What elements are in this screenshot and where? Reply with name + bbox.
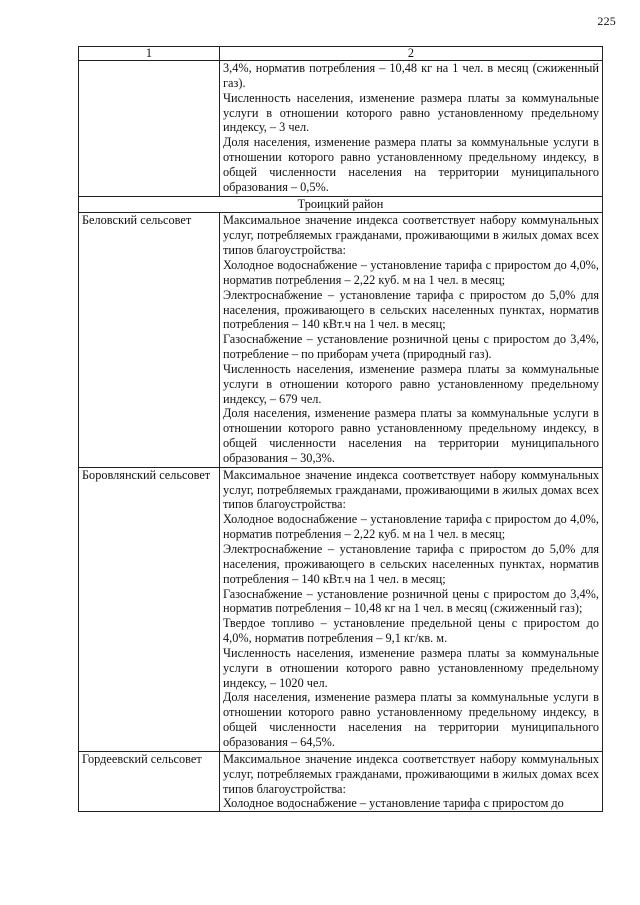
paragraph: Численность населения, изменение размера платы за коммунальные услуги в отношении которого равно установленному предельному индексу, – 3 чел. <box>223 90 599 135</box>
paragraph: Холодное водоснабжение – установление тарифа с приростом до 4,0%, норматив потребления – 2,22 куб. м на 1 чел. в месяц; <box>223 257 599 287</box>
description-cell <box>220 751 603 812</box>
page-number: 225 <box>597 14 616 28</box>
column-header-1: 1 <box>79 47 220 61</box>
municipality-cell-empty <box>79 61 220 197</box>
paragraph: Твердое топливо – установление предельной цены с приростом до 4,0%, норматив потребления – 9,1 кг/кв. м. <box>223 616 599 646</box>
paragraph: Численность населения, изменение размера платы за коммунальные услуги в отношении которого равно установленному предельному индексу, – 679 чел. <box>223 361 599 406</box>
district-row <box>79 196 603 213</box>
description-cell <box>220 61 603 197</box>
table-row <box>79 467 603 751</box>
description-cell <box>220 467 603 751</box>
municipal-index-table <box>78 46 603 812</box>
paragraph: Газоснабжение – установление розничной цены с приростом до 3,4%, потребление – по приборам учета (природный газ). <box>223 332 599 362</box>
description-cell <box>220 213 603 467</box>
paragraph: Холодное водоснабжение – установление тарифа с приростом до <box>223 796 564 811</box>
paragraph: Максимальное значение индекса соответствует набору коммунальных услуг, потребляемых гражданами, проживающими в жилых домах всех типов благоустройства: <box>223 751 599 796</box>
paragraph: Максимальное значение индекса соответствует набору коммунальных услуг, потребляемых гражданами, проживающими в жилых домах всех типов благоустройства: <box>223 213 599 258</box>
paragraph: Численность населения, изменение размера платы за коммунальные услуги в отношении которого равно установленному предельному индексу, – 1020 чел. <box>223 645 599 690</box>
table-row <box>79 751 603 812</box>
district-title: Троицкий район <box>79 196 603 213</box>
municipality-name: Боровлянский сельсовет <box>79 467 220 751</box>
paragraph: 3,4%, норматив потребления – 10,48 кг на 1 чел. в месяц (сжиженный газ). <box>223 61 599 90</box>
municipality-name: Гордеевский сельсовет <box>79 751 220 812</box>
paragraph: Холодное водоснабжение – установление тарифа с приростом до 4,0%, норматив потребления – 2,22 куб. м на 1 чел. в месяц; <box>223 512 599 542</box>
municipality-name: Беловский сельсовет <box>79 213 220 467</box>
paragraph: Электроснабжение – установление тарифа с приростом до 5,0% для населения, проживающего в сельских населенных пунктах, норматив потребления – 140 кВт.ч на 1 чел. в месяц; <box>223 542 599 586</box>
paragraph: Доля населения, изменение размера платы за коммунальные услуги в отношении которого равно установленному предельному индексу, в общей численности населения на территории муниципального образования – 0,5%. <box>223 135 599 194</box>
table-row-continuation <box>79 61 603 197</box>
paragraph: Газоснабжение – установление розничной цены с приростом до 3,4%, норматив потребления – 10,48 кг на 1 чел. в месяц (сжиженный газ); <box>223 586 599 616</box>
paragraph: Максимальное значение индекса соответствует набору коммунальных услуг, потребляемых гражданами, проживающими в жилых домах всех типов благоустройства: <box>223 467 599 512</box>
table-header-row <box>79 47 603 61</box>
paragraph: Электроснабжение – установление тарифа с приростом до 5,0% для населения, проживающего в сельских населенных пунктах, норматив потребления – 140 кВт.ч на 1 чел. в месяц; <box>223 287 599 332</box>
table-row <box>79 213 603 467</box>
paragraph: Доля населения, изменение размера платы за коммунальные услуги в отношении которого равно установленному предельному индексу, в общей численности населения на территории муниципального образования – 64,5%. <box>223 690 599 749</box>
column-header-2: 2 <box>220 47 603 61</box>
paragraph: Доля населения, изменение размера платы за коммунальные услуги в отношении которого равно установленному предельному индексу, в общей численности населения на территории муниципального образования – 30,3%. <box>223 406 599 465</box>
